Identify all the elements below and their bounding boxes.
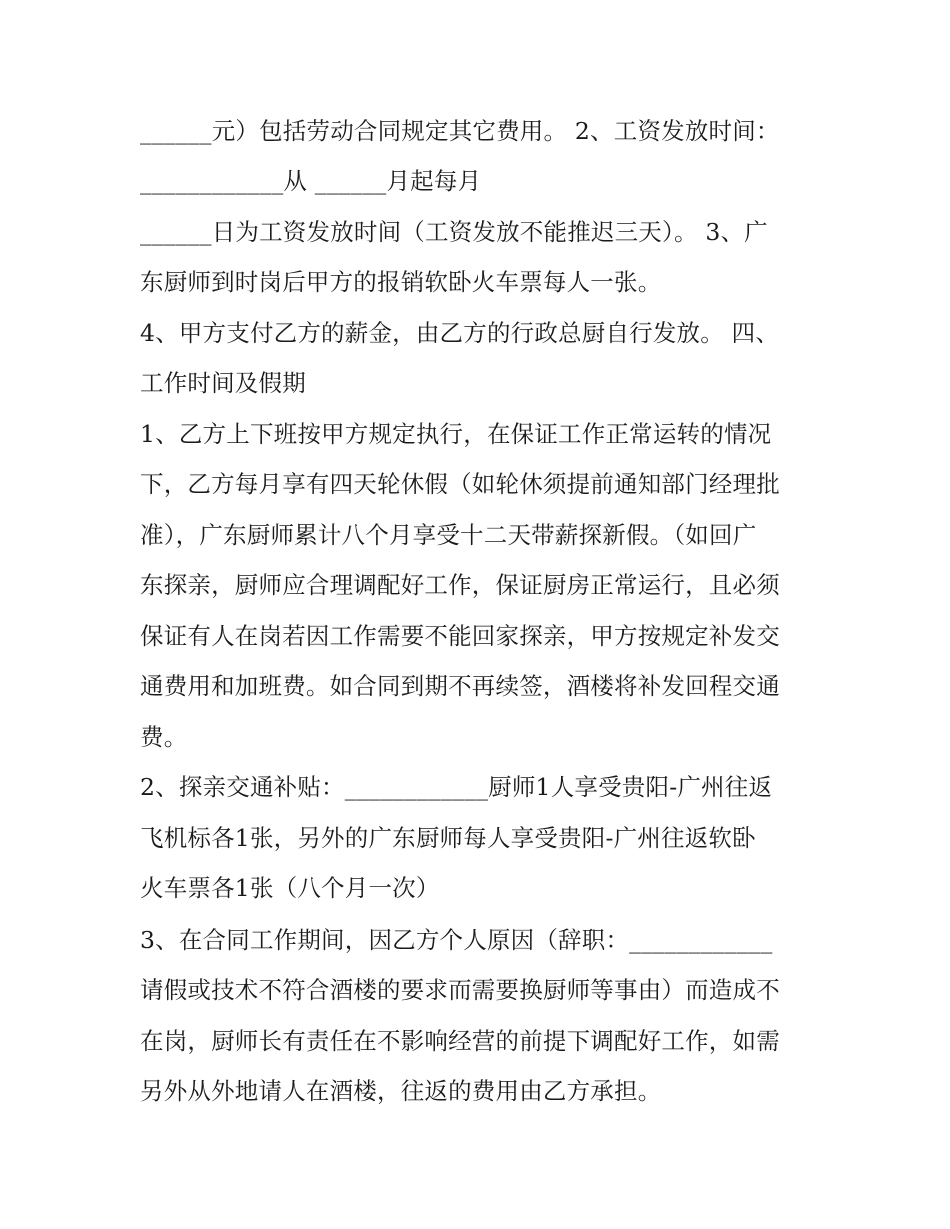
- text-line: ______日为工资发放时间（工资发放不能推迟三天）。 3、广: [140, 218, 768, 246]
- text-line: 火车票各1张（八个月一次）: [140, 874, 440, 902]
- text-line: 通费用和加班费。如合同到期不再续签，酒楼将补发回程交通: [140, 672, 780, 700]
- text-line: 东厨师到时岗后甲方的报销软卧火车票每人一张。: [140, 268, 662, 296]
- text-line: 另外从外地请人在酒楼，往返的费用由乙方承担。: [140, 1077, 662, 1105]
- text-line: 1、乙方上下班按甲方规定执行，在保证工作正常运转的情况: [140, 420, 772, 448]
- text-line: 2、探亲交通补贴：____________厨师1人享受贵阳-广州往返: [140, 773, 773, 801]
- text-line: 准），广东厨师累计八个月享受十二天带薪探新假。（如回广: [140, 521, 757, 549]
- text-line: 在岗，厨师长有责任在不影响经营的前提下调配好工作，如需: [140, 1027, 780, 1055]
- text-line: 保证有人在岗若因工作需要不能回家探亲，甲方按规定补发交: [140, 622, 780, 650]
- text-line: 4、甲方支付乙方的薪金，由乙方的行政总厨自行发放。 四、: [140, 319, 780, 347]
- text-line: 东探亲，厨师应合理调配好工作，保证厨房正常运行，且必须: [140, 571, 780, 599]
- text-line: 飞机标各1张，另外的广东厨师每人享受贵阳-广州往返软卧: [140, 824, 756, 852]
- text-line: 请假或技术不符合酒楼的要求而需要换厨师等事由）而造成不: [140, 976, 780, 1004]
- text-line: 费。: [140, 723, 188, 751]
- text-line: ____________从 ______月起每月: [140, 167, 482, 195]
- text-line: 下，乙方每月享有四天轮休假（如轮休须提前通知部门经理批: [140, 470, 780, 498]
- text-line: 3、在合同工作期间，因乙方个人原因（辞职：____________: [140, 926, 773, 954]
- text-line: ______元）包括劳动合同规定其它费用。 2、工资发放时间：: [140, 117, 780, 145]
- section-heading: 工作时间及假期: [140, 369, 306, 397]
